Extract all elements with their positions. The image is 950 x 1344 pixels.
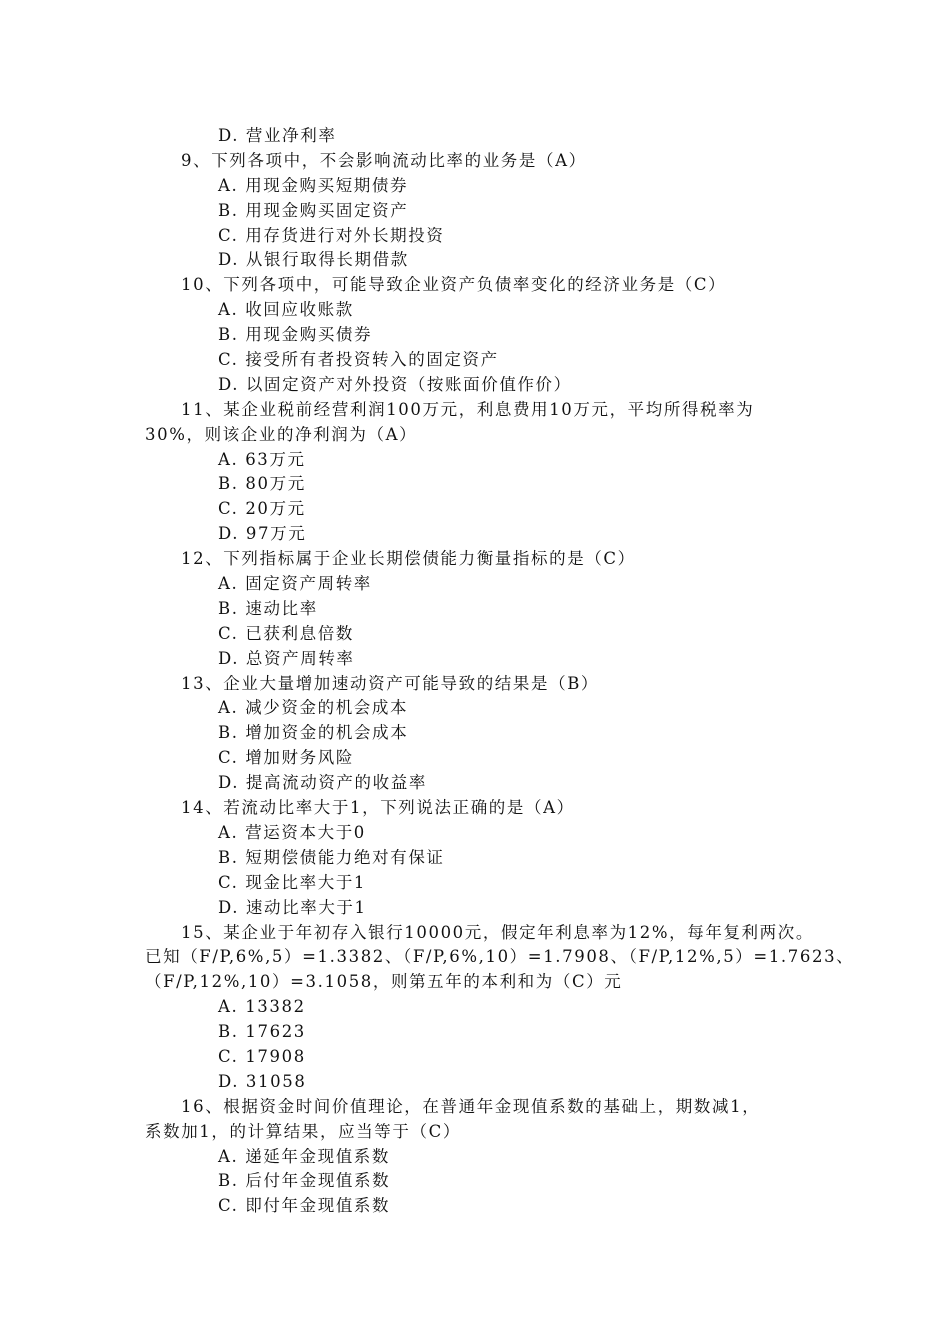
answer-option: B. 80万元 — [218, 474, 306, 494]
answer-option: A. 减少资金的机会成本 — [218, 698, 409, 718]
answer-option: D. 提高流动资产的收益率 — [218, 773, 427, 793]
answer-option: A. 13382 — [218, 997, 306, 1017]
answer-option: A. 63万元 — [218, 449, 306, 469]
question-text: 16、根据资金时间价值理论，在普通年金现值系数的基础上，期数减1， — [181, 1096, 761, 1116]
question-text-continued: 30%，则该企业的净利润为（A） — [145, 424, 418, 444]
answer-option: C. 接受所有者投资转入的固定资产 — [218, 350, 499, 370]
question-text-continued: 已知（F/P,6%,5）=1.3382、（F/P,6%,10）=1.7908、（F/P,12%,5）=1.7623、 — [145, 947, 855, 967]
answer-option: C. 20万元 — [218, 499, 306, 519]
question-text: 12、下列指标属于企业长期偿债能力衡量指标的是（C） — [181, 549, 636, 569]
answer-option: B. 用现金购买固定资产 — [218, 200, 409, 220]
answer-option: A. 营运资本大于0 — [218, 822, 366, 842]
question-text: 15、某企业于年初存入银行10000元，假定年利息率为12%，每年复利两次。 — [181, 922, 814, 942]
answer-option: D. 总资产周转率 — [218, 648, 355, 668]
answer-option: B. 后付年金现值系数 — [218, 1171, 391, 1191]
answer-option: D. 31058 — [218, 1071, 307, 1091]
answer-option: C. 用存货进行对外长期投资 — [218, 225, 445, 245]
answer-option: D. 从银行取得长期借款 — [218, 250, 409, 270]
answer-option: C. 增加财务风险 — [218, 748, 354, 768]
answer-option: D. 速动比率大于1 — [218, 897, 367, 917]
answer-option: B. 17623 — [218, 1022, 306, 1042]
answer-option: A. 用现金购买短期债券 — [218, 175, 409, 195]
answer-option: A. 固定资产周转率 — [218, 574, 372, 594]
answer-option: B. 短期偿债能力绝对有保证 — [218, 847, 445, 867]
question-text-continued: 系数加1，的计算结果，应当等于（C） — [145, 1121, 461, 1141]
answer-option: D. 营业净利率 — [218, 126, 337, 145]
answer-option: B. 速动比率 — [218, 598, 318, 618]
question-text: 10、下列各项中，可能导致企业资产负债率变化的经济业务是（C） — [181, 275, 727, 295]
answer-option: C. 即付年金现值系数 — [218, 1196, 391, 1216]
question-text: 14、若流动比率大于1，下列说法正确的是（A） — [181, 798, 575, 818]
answer-option: B. 用现金购买债券 — [218, 325, 373, 345]
answer-option: C. 17908 — [218, 1046, 306, 1066]
question-text: 13、企业大量增加速动资产可能导致的结果是（B） — [181, 673, 600, 693]
answer-option: D. 97万元 — [218, 524, 307, 544]
question-text: 9、下列各项中，不会影响流动比率的业务是（A） — [181, 150, 587, 170]
answer-option: A. 收回应收账款 — [218, 300, 354, 320]
answer-option: C. 现金比率大于1 — [218, 872, 367, 892]
question-text-continued: （F/P,12%,10）=3.1058，则第五年的本利和为（C）元 — [145, 972, 623, 992]
answer-option: B. 增加资金的机会成本 — [218, 723, 409, 743]
answer-option: D. 以固定资产对外投资（按账面价值作价） — [218, 374, 572, 394]
answer-option: A. 递延年金现值系数 — [218, 1146, 391, 1166]
question-text: 11、某企业税前经营利润100万元，利息费用10万元，平均所得税率为 — [181, 399, 755, 419]
answer-option: C. 已获利息倍数 — [218, 623, 354, 643]
